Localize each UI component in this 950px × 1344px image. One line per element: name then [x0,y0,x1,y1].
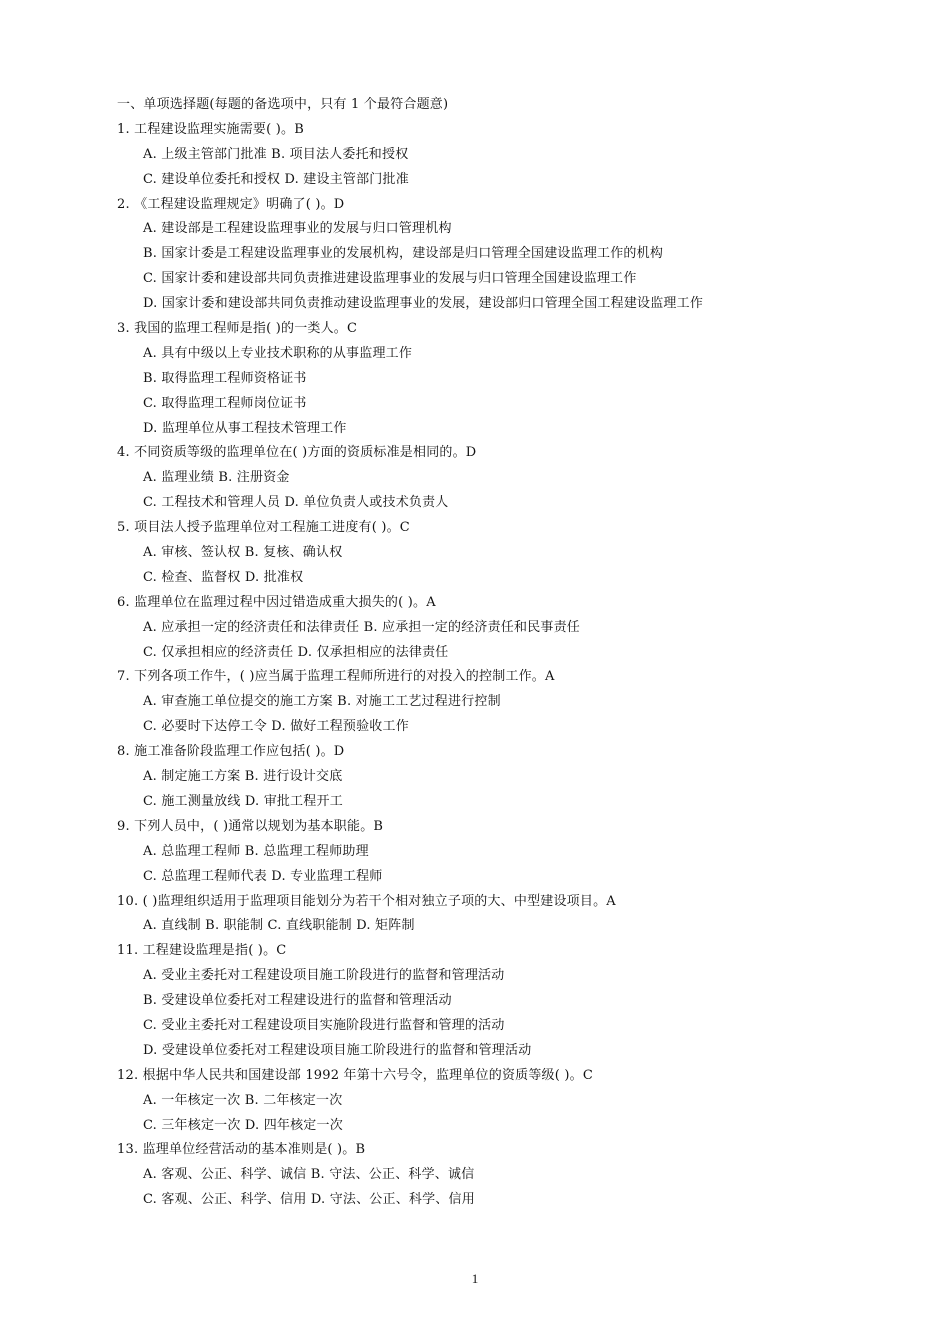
answer-options: D. 监理单位从事工程技术管理工作 [143,420,347,436]
answer-options: A. 总监理工程师 B. 总监理工程师助理 [143,843,369,859]
answer-options: A. 直线制 B. 职能制 C. 直线职能制 D. 矩阵制 [143,918,415,934]
answer-options: A. 应承担一定的经济责任和法律责任 B. 应承担一定的经济责任和民事责任 [143,619,581,635]
page-number: 1 [471,1271,479,1286]
question-text: 8. 施工准备阶段监理工作应包括( )。D [117,744,345,760]
document-body [117,93,917,1213]
answer-options: B. 受建设单位委托对工程建设进行的监督和管理活动 [143,993,452,1009]
answer-options: D. 国家计委和建设部共同负责推动建设监理事业的发展，建设部归口管理全国工程建设监理工作 [143,296,704,312]
answer-options: C. 建设单位委托和授权 D. 建设主管部门批准 [143,171,409,187]
answer-options: A. 上级主管部门批准 B. 项目法人委托和授权 [143,146,409,162]
answer-options: A. 客观、公正、科学、诚信 B. 守法、公正、科学、诚信 [143,1167,475,1183]
answer-options: A. 监理业绩 B. 注册资金 [143,470,290,486]
question-text: 9. 下列人员中，( )通常以规划为基本职能。B [117,818,384,834]
answer-options: C. 总监理工程师代表 D. 专业监理工程师 [143,868,383,884]
question-text: 1. 工程建设监理实施需要( )。B [117,121,304,137]
answer-options: A. 建设部是工程建设监理事业的发展与归口管理机构 [143,221,452,237]
question-text: 11. 工程建设监理是指( )。C [117,943,287,959]
answer-options: A. 审查施工单位提交的施工方案 B. 对施工工艺过程进行控制 [143,694,501,710]
answer-options: B. 国家计委是工程建设监理事业的发展机构，建设部是归口管理全国建设监理工作的机构 [143,246,664,262]
question-text: 10. ( )监理组织适用于监理项目能划分为若干个相对独立子项的大、中型建设项目。A [117,893,616,909]
question-text: 4. 不同资质等级的监理单位在( )方面的资质标准是相同的。D [117,445,477,461]
answer-options: C. 三年核定一次 D. 四年核定一次 [143,1117,343,1133]
question-text: 13. 监理单位经营活动的基本准则是( )。B [117,1142,366,1158]
question-text: 7. 下列各项工作牛，( )应当属于监理工程师所进行的对投入的控制工作。A [117,669,555,685]
answer-options: A. 审核、签认权 B. 复核、确认权 [143,545,343,561]
section-heading: 一、单项选择题(每题的备选项中，只有 1 个最符合题意) [117,97,449,112]
question-text: 12. 根据中华人民共和国建设部 1992 年第十六号令，监理单位的资质等级( )。C [117,1067,593,1083]
answer-options: C. 受业主委托对工程建设项目实施阶段进行监督和管理的活动 [143,1017,505,1033]
answer-options: A. 受业主委托对工程建设项目施工阶段进行的监督和管理活动 [143,968,505,984]
answer-options: A. 一年核定一次 B. 二年核定一次 [143,1092,343,1108]
answer-options: C. 施工测量放线 D. 审批工程开工 [143,793,343,809]
answer-options: C. 取得监理工程师岗位证书 [143,395,307,411]
answer-options: C. 国家计委和建设部共同负责推进建设监理事业的发展与归口管理全国建设监理工作 [143,271,637,287]
answer-options: A. 具有中级以上专业技术职称的从事监理工作 [143,345,413,361]
answer-options: C. 工程技术和管理人员 D. 单位负责人或技术负责人 [143,495,449,511]
answer-options: C. 客观、公正、科学、信用 D. 守法、公正、科学、信用 [143,1192,475,1208]
question-text: 6. 监理单位在监理过程中因过错造成重大损失的( )。A [117,594,436,610]
answer-options: C. 仅承担相应的经济责任 D. 仅承担相应的法律责任 [143,644,449,660]
answer-options: A. 制定施工方案 B. 进行设计交底 [143,769,343,785]
answer-options: D. 受建设单位委托对工程建设项目施工阶段进行的监督和管理活动 [143,1042,532,1058]
answer-options: B. 取得监理工程师资格证书 [143,370,307,386]
question-text: 5. 项目法人授予监理单位对工程施工进度有( )。C [117,520,410,536]
question-text: 2. 《工程建设监理规定》明确了( )。D [117,196,345,212]
answer-options: C. 检查、监督权 D. 批准权 [143,569,304,585]
answer-options: C. 必要时下达停工令 D. 做好工程预验收工作 [143,719,409,735]
question-text: 3. 我国的监理工程师是指( )的一类人。C [117,321,358,337]
